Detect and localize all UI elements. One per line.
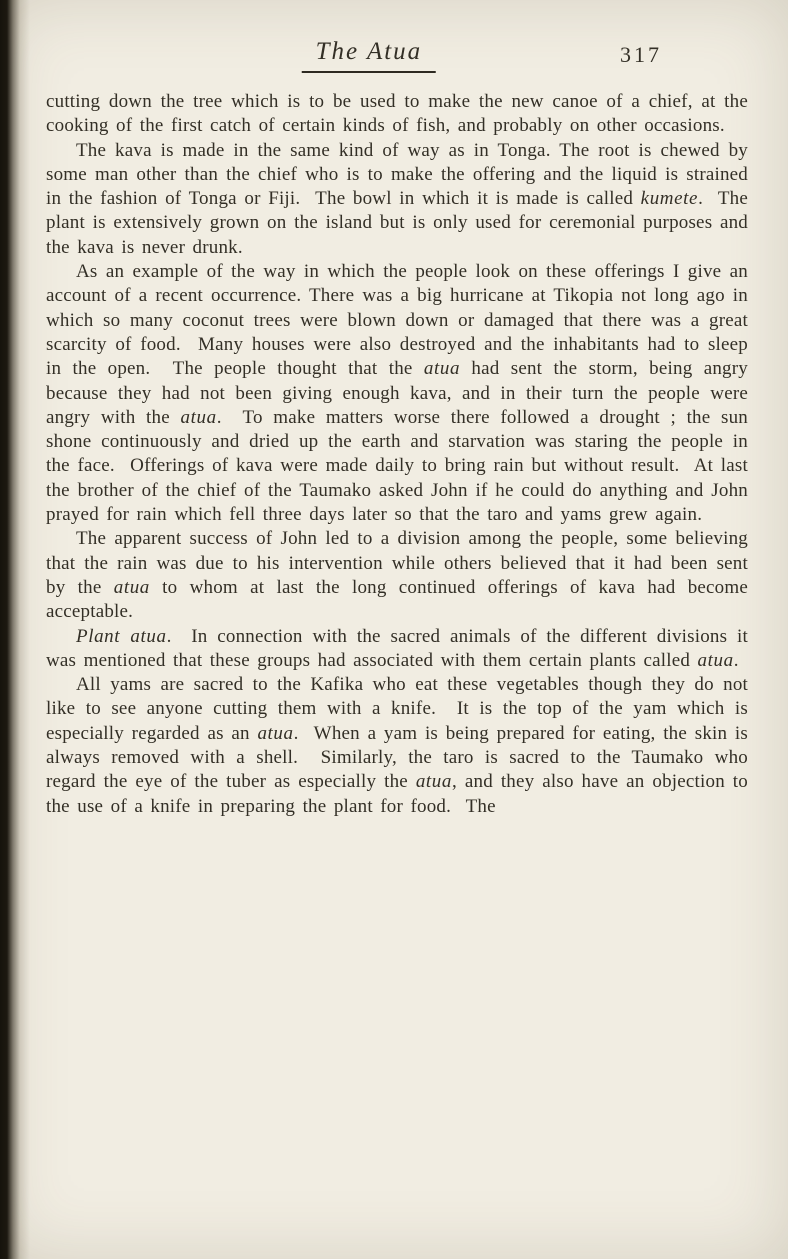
text-run: All yams are sacred to the Kafika who eat these vegetables though they do not like to see anyone cutting them with a knife. It is the top of the yam which is especially regarded as an bbox=[46, 674, 756, 744]
running-title: The Atua bbox=[302, 38, 437, 73]
text-run: . To make matters worse there followed a drought ; the sun shone continuously and dried up the earth and starvation was staring the people in the face. Offerings of kava were made daily to bring rain but without result. At last the brother of the chief of the Taumako asked John if he could do anything and John prayed for rain which fell three days later so that the taro and yams grew again. bbox=[46, 406, 756, 526]
page-content bbox=[46, 38, 756, 819]
text-run: The kava is made in the same kind of way as in Tonga. The root is chewed by some man other than the chief who is to make the offering and the liquid is strained in the fashion of Tonga or Fiji. The bowl in which it is made is called bbox=[46, 139, 756, 210]
text-run: , and they also have an objection to the use of a knife in preparing the plant for food. The bbox=[46, 771, 756, 817]
italic-run: kumete bbox=[640, 188, 699, 210]
paragraph bbox=[46, 625, 756, 674]
paragraph bbox=[46, 673, 756, 819]
italic-run: atua bbox=[423, 358, 461, 380]
italic-run: atua bbox=[257, 722, 294, 744]
italic-run: atua bbox=[180, 406, 217, 428]
text-run: cutting down the tree which is to be used to make the new canoe of a chief, at the cooking of the first catch of certain kinds of fish, and probably on other occasions. bbox=[46, 91, 756, 137]
binding-gutter-shadow bbox=[0, 0, 30, 1259]
paragraph bbox=[46, 260, 756, 527]
text-run: . bbox=[733, 649, 739, 671]
italic-run: atua bbox=[113, 576, 150, 598]
page-number: 317 bbox=[620, 42, 662, 67]
text-run: to whom at last the long continued offerings of kava had become acceptable. bbox=[46, 576, 756, 623]
italic-run: atua bbox=[415, 771, 452, 793]
text-run: . In connection with the sacred animals of the different divisions it was mentioned that these groups had associated with them certain plants called bbox=[46, 625, 756, 671]
text-run: had sent the storm, being angry because they had not been giving enough kava, and in their turn the people were angry with the bbox=[46, 358, 756, 428]
paragraph bbox=[46, 139, 756, 260]
page-text bbox=[46, 90, 756, 819]
italic-run: Plant atua bbox=[76, 625, 167, 647]
text-run: The apparent success of John led to a division among the people, some believing that the rain was due to his intervention while others believed that it had been sent by the bbox=[46, 528, 756, 598]
page-header bbox=[46, 38, 748, 84]
paragraph bbox=[46, 90, 756, 139]
text-run: As an example of the way in which the people look on these offerings I give an account of a recent occurrence. There was a big hurricane at Tikopia not long ago in which so many coconut trees were blown down or damaged that there was a great scarcity of food. Many houses were also destroyed and the inhabitants had to sleep in the open. The people thought that the bbox=[46, 261, 756, 380]
text-run: . The plant is extensively grown on the island but is only used for ceremonial purposes and the kava is never drunk. bbox=[46, 188, 756, 258]
italic-run: atua bbox=[697, 649, 734, 671]
text-run: . When a yam is being prepared for eating, the skin is always removed with a shell. Similarly, the taro is sacred to the Taumako who regard the eye of the tuber as especially the bbox=[46, 722, 756, 793]
paragraph bbox=[46, 527, 756, 624]
